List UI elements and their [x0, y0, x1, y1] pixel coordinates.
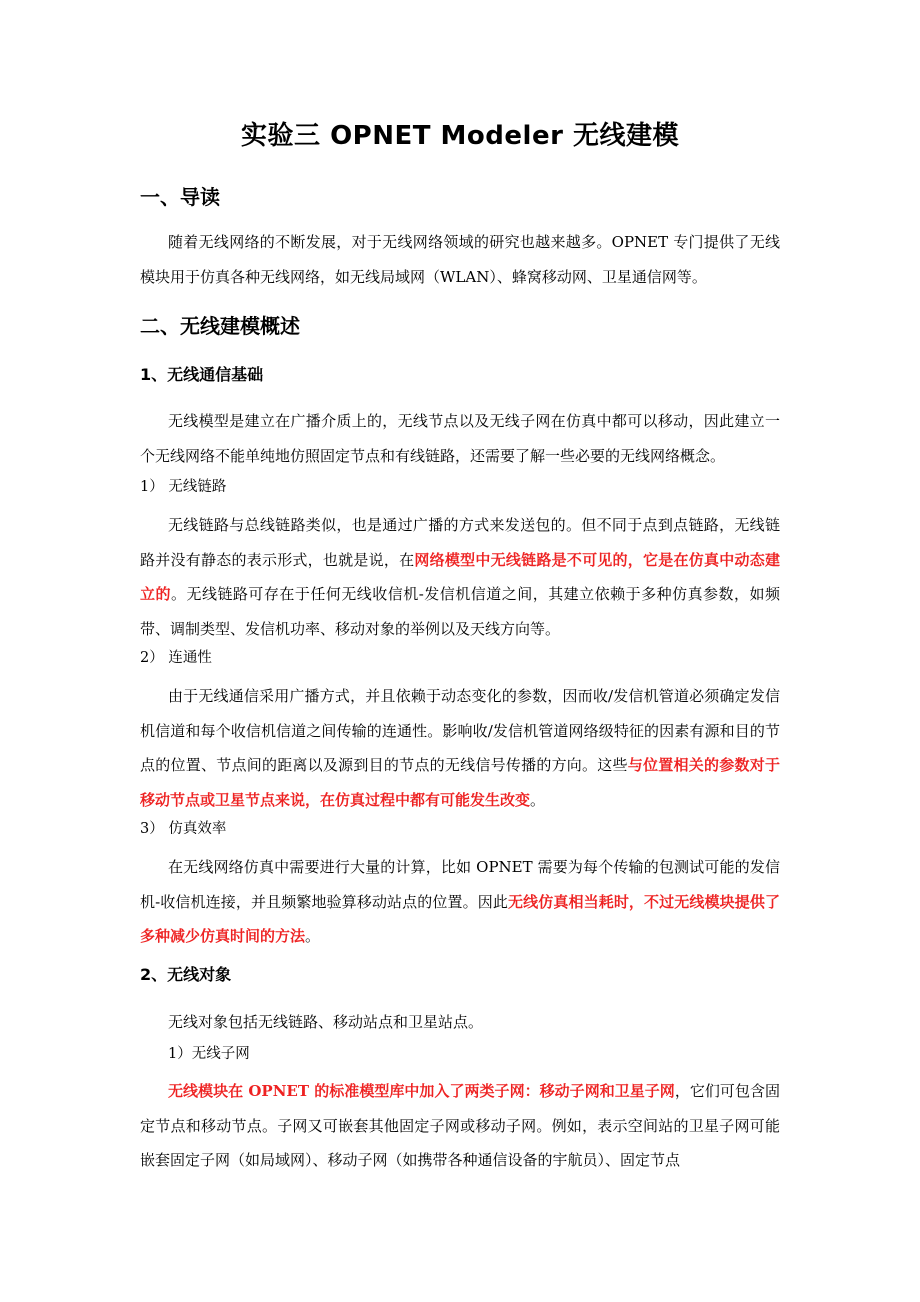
wireless-link-highlight: 网络模型中无线链路是不可见的，它是在仿真中动态建立的	[140, 550, 780, 603]
wireless-link-paragraph	[140, 508, 780, 646]
efficiency-text-b: 。	[305, 927, 321, 945]
section-heading-overview: 二、无线建模概述	[140, 314, 300, 338]
connectivity-text-a: 由于无线通信采用广播方式，并且依赖于动态变化的参数，因而收/发信机管道必须确定发信机信道和每个收信机信道之间传输的连通性。影响收/发信机管道网络级特征的因素有源和目的节点的位置、节点间的距离以及源到目的节点的无线信号传播的方向。这些	[140, 687, 780, 774]
intro-paragraph: 随着无线网络的不断发展，对于无线网络领域的研究也越来越多。OPNET 专门提供了无线模块用于仿真各种无线网络，如无线局域网（WLAN）、蜂窝移动网、卫星通信网等。	[140, 233, 780, 286]
list-item-wireless-subnet: 1）无线子网	[168, 1046, 250, 1062]
connectivity-paragraph	[140, 679, 780, 817]
basics-paragraph: 无线模型是建立在广播介质上的，无线节点以及无线子网在仿真中都可以移动，因此建立一个无线网络不能单纯地仿照固定节点和有线链路，还需要了解一些必要的无线网络概念。	[140, 412, 780, 465]
objects-paragraph: 无线对象包括无线链路、移动站点和卫星站点。	[168, 1013, 484, 1031]
subsection-heading-basics: 1、无线通信基础	[140, 365, 264, 384]
wireless-link-text-b: 。无线链路可存在于任何无线收信机-发信机信道之间，其建立依赖于多种仿真参数，如频带、调制类型、发信机功率、移动对象的举例以及天线方向等。	[140, 585, 780, 638]
efficiency-paragraph	[140, 850, 780, 954]
wireless-subnet-highlight: 无线模块在 OPNET 的标准模型库中加入了两类子网：移动子网和卫星子网	[168, 1082, 675, 1100]
subsection-heading-objects: 2、无线对象	[140, 965, 232, 984]
list-item-efficiency: 3） 仿真效率	[140, 821, 227, 837]
efficiency-highlight: 无线仿真相当耗时，不过无线模块提供了多种减少仿真时间的方法	[140, 892, 780, 945]
wireless-link-text-a: 无线链路与总线链路类似，也是通过广播的方式来发送包的。但不同于点到点链路，无线链路并没有静态的表示形式，也就是说，在	[140, 516, 780, 569]
connectivity-highlight: 与位置相关的参数对于移动节点或卫星节点来说，在仿真过程中都有可能发生改变	[140, 756, 780, 809]
section-heading-intro: 一、导读	[140, 185, 220, 209]
wireless-subnet-paragraph	[140, 1074, 780, 1178]
page-title: 实验三 OPNET Modeler 无线建模	[241, 121, 679, 151]
connectivity-text-b: 。	[530, 790, 546, 809]
efficiency-text-a: 在无线网络仿真中需要进行大量的计算，比如 OPNET 需要为每个传输的包测试可能的发信机-收信机连接，并且频繁地验算移动站点的位置。因此	[140, 858, 780, 911]
list-item-connectivity: 2） 连通性	[140, 650, 212, 666]
list-item-wireless-link: 1） 无线链路	[140, 479, 227, 495]
wireless-subnet-text-b: ，它们可包含固定节点和移动节点。子网又可嵌套其他固定子网或移动子网。例如，表示空间站的卫星子网可能嵌套固定子网（如局域网）、移动子网（如携带各种通信设备的宇航员）、固定节点	[140, 1082, 780, 1169]
